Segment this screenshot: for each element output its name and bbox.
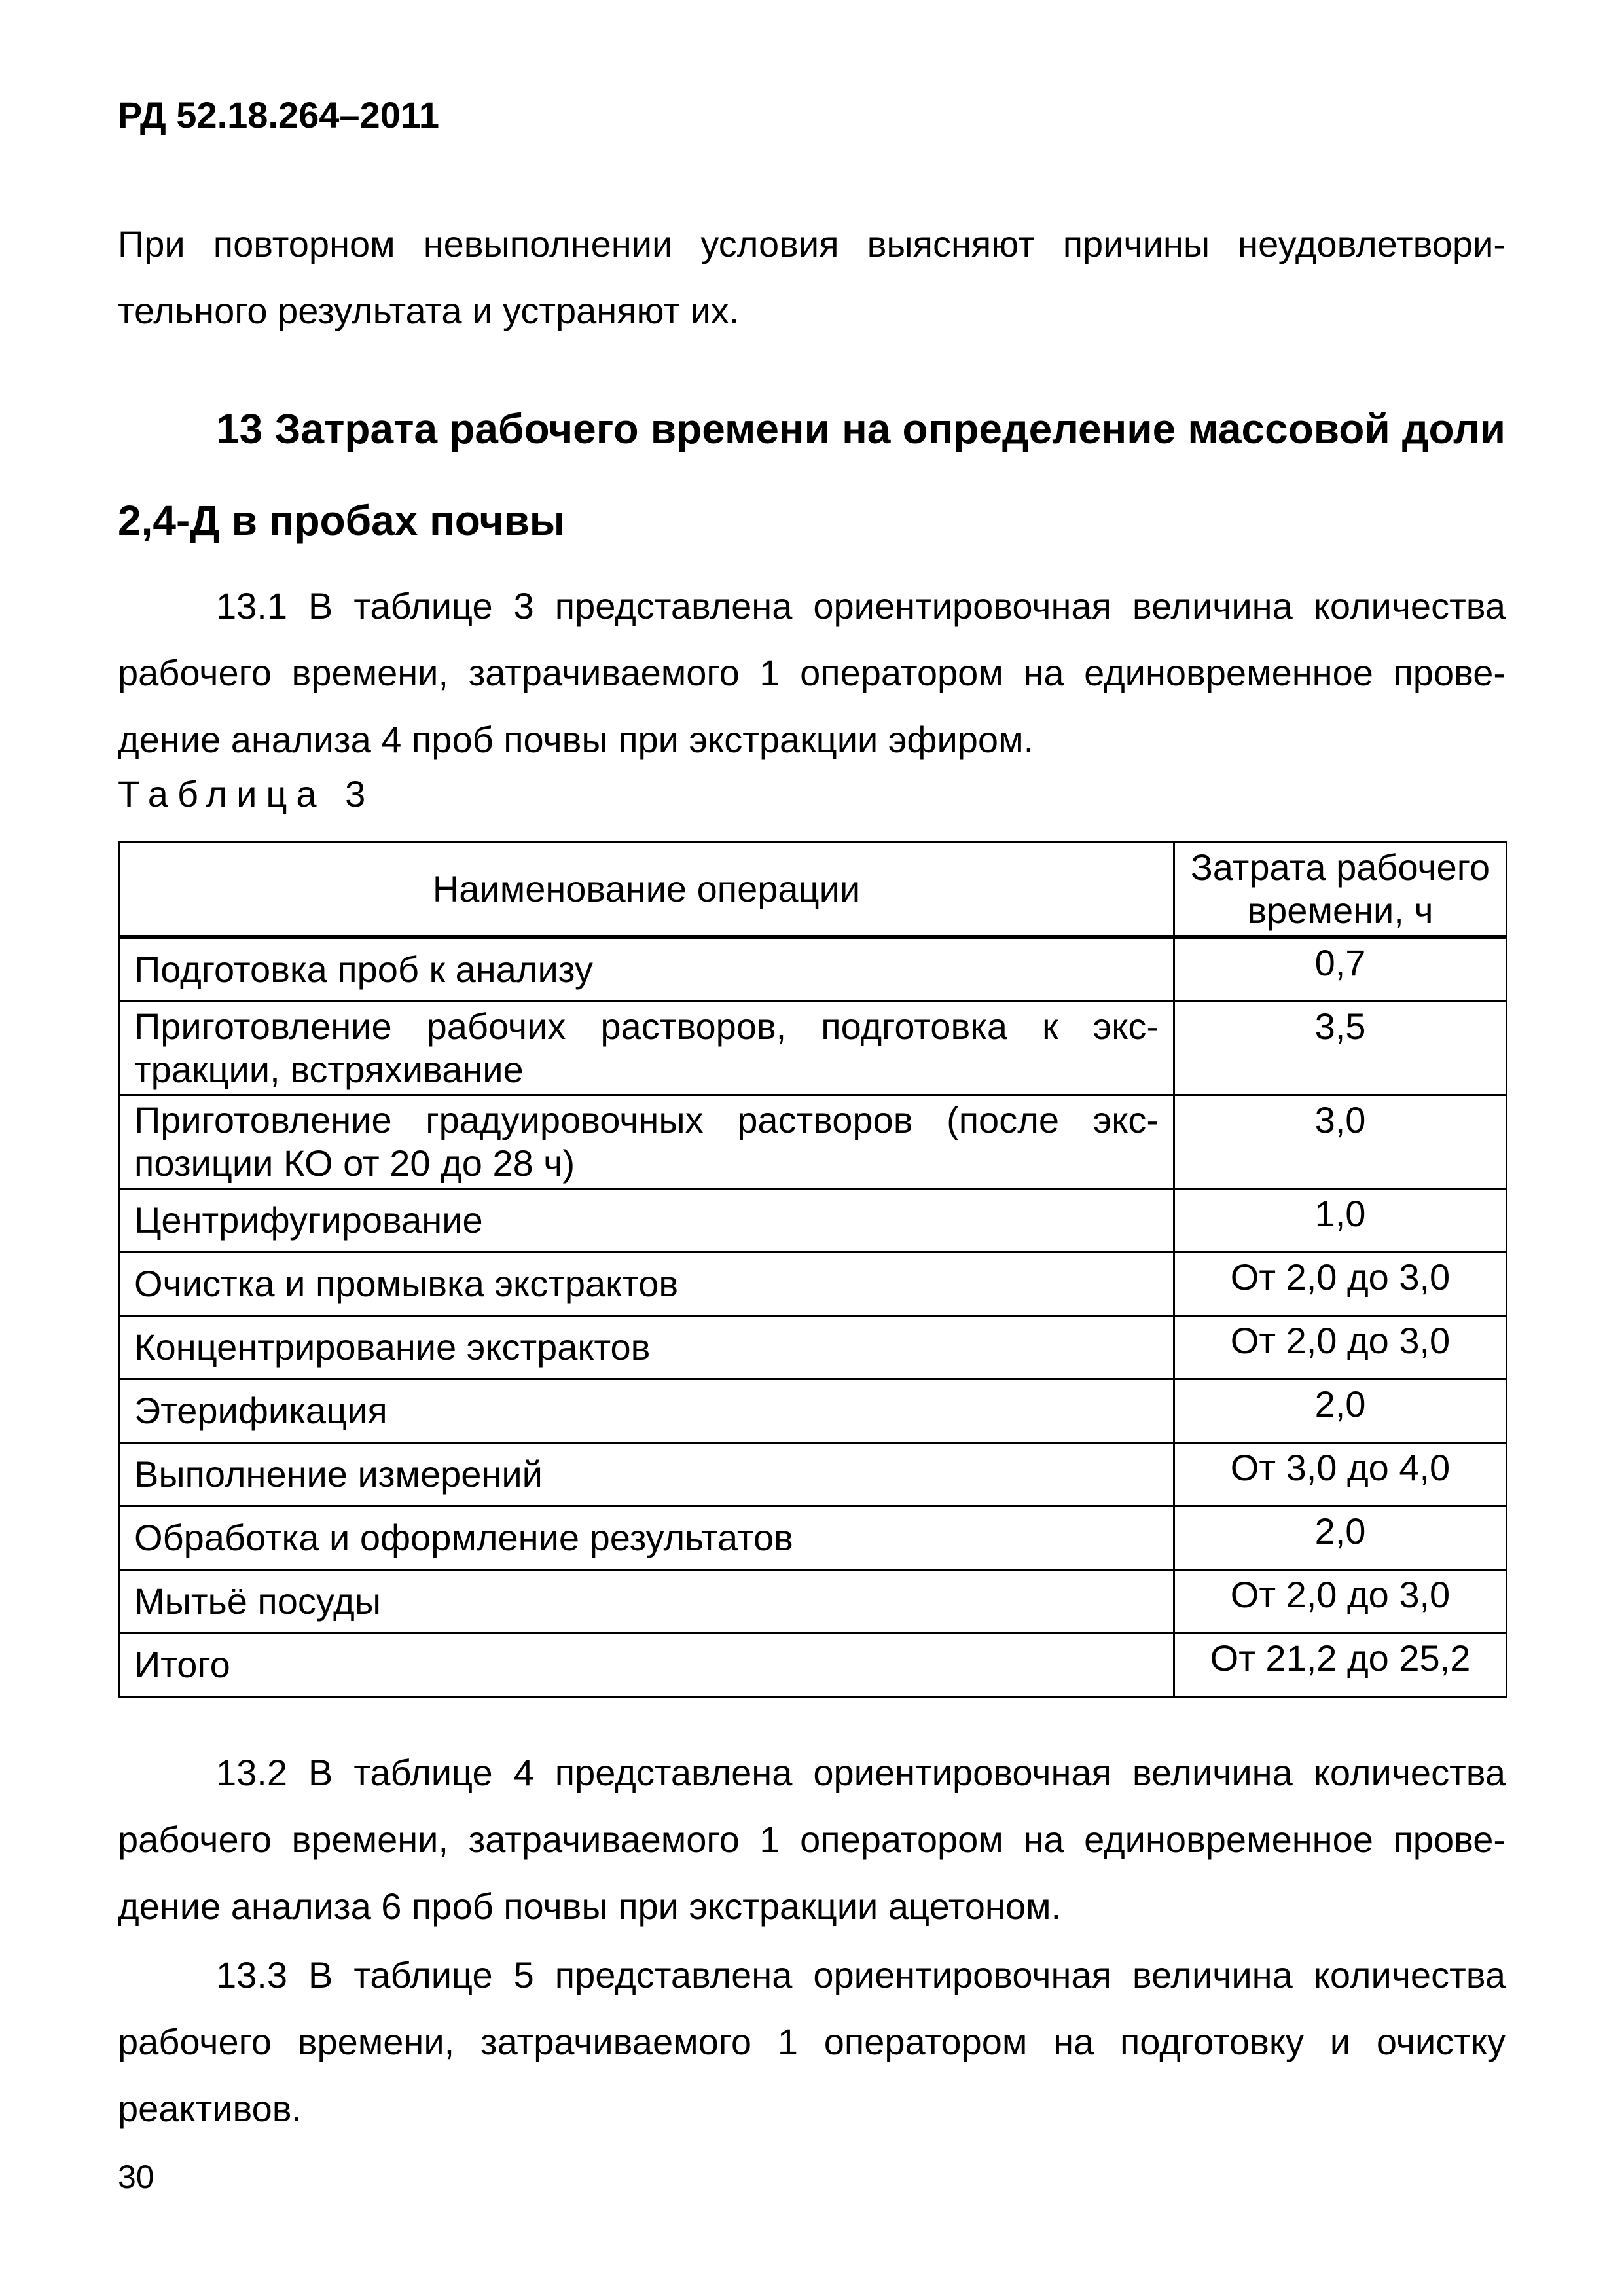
table-row [119,1379,1507,1443]
time-cell: 1,0 [1174,1189,1507,1252]
work-time-table [118,841,1507,1698]
total-time-cell: От 21,2 до 25,2 [1174,1633,1507,1697]
operation-cell: Выполнение измерений [119,1443,1174,1506]
time-cell: 0,7 [1174,937,1507,1002]
time-cell: От 2,0 до 3,0 [1174,1570,1507,1633]
intro-paragraph: При повторном невыполнении условия выясняют причины неудовлетвори-тельного результата и устраняют их. [118,223,1506,331]
total-label-cell: Итого [119,1633,1174,1697]
operation-cell: Центрифугирование [119,1189,1174,1252]
table-row [119,1506,1507,1570]
table-row [119,1443,1507,1506]
operation-cell: Очистка и промывка экстрактов [119,1252,1174,1316]
table-row [119,1252,1507,1316]
operation-cell: Подготовка проб к анализу [119,937,1174,1002]
time-cell: 2,0 [1174,1506,1507,1570]
section-heading: 13 Затрата рабочего времени на определение массовой доли 2,4-Д в пробах почвы [118,405,1506,544]
header-operation: Наименование операции [119,843,1174,938]
operation-cell: Приготовление рабочих растворов, подготовка к экс-тракции, встряхивание [119,1002,1174,1095]
operation-cell: Приготовление градуировочных растворов (после экс-позиции КО от 20 до 28 ч) [119,1095,1174,1189]
table-header-row [119,843,1507,938]
operation-cell: Этерификация [119,1379,1174,1443]
paragraph-13-1: 13.1 В таблице 3 представлена ориентировочная величина количества рабочего времени, затрачиваемого 1 оператором на единовременное прове-дение анализа 4 проб почвы при экстракции эфиром. [118,585,1506,760]
operation-cell: Мытьё посуды [119,1570,1174,1633]
header-time: Затрата рабочего времени, ч [1174,843,1507,938]
operation-cell: Обработка и оформление результатов [119,1506,1174,1570]
table-row [119,1189,1507,1252]
time-cell: 3,5 [1174,1002,1507,1095]
table-row [119,1095,1507,1189]
operation-cell: Концентрирование экстрактов [119,1316,1174,1379]
time-cell: 3,0 [1174,1095,1507,1189]
table-row [119,937,1507,1002]
document-code: РД 52.18.264–2011 [118,94,440,136]
table-row [119,1570,1507,1633]
time-cell: От 3,0 до 4,0 [1174,1443,1507,1506]
paragraph-13-3: 13.3 В таблице 5 представлена ориентировочная величина количества рабочего времени, затрачиваемого 1 оператором на подготовку и очистку реактивов. [118,1954,1506,2129]
table-total-row [119,1633,1507,1697]
time-cell: От 2,0 до 3,0 [1174,1316,1507,1379]
table-caption: Таблица 3 [118,773,375,814]
time-cell: От 2,0 до 3,0 [1174,1252,1507,1316]
time-cell: 2,0 [1174,1379,1507,1443]
page-number: 30 [118,2159,154,2195]
table-row [119,1316,1507,1379]
table-row [119,1002,1507,1095]
paragraph-13-2: 13.2 В таблице 4 представлена ориентировочная величина количества рабочего времени, затрачиваемого 1 оператором на единовременное прове-дение анализа 6 проб почвы при экстракции ацетоном. [118,1752,1506,1927]
